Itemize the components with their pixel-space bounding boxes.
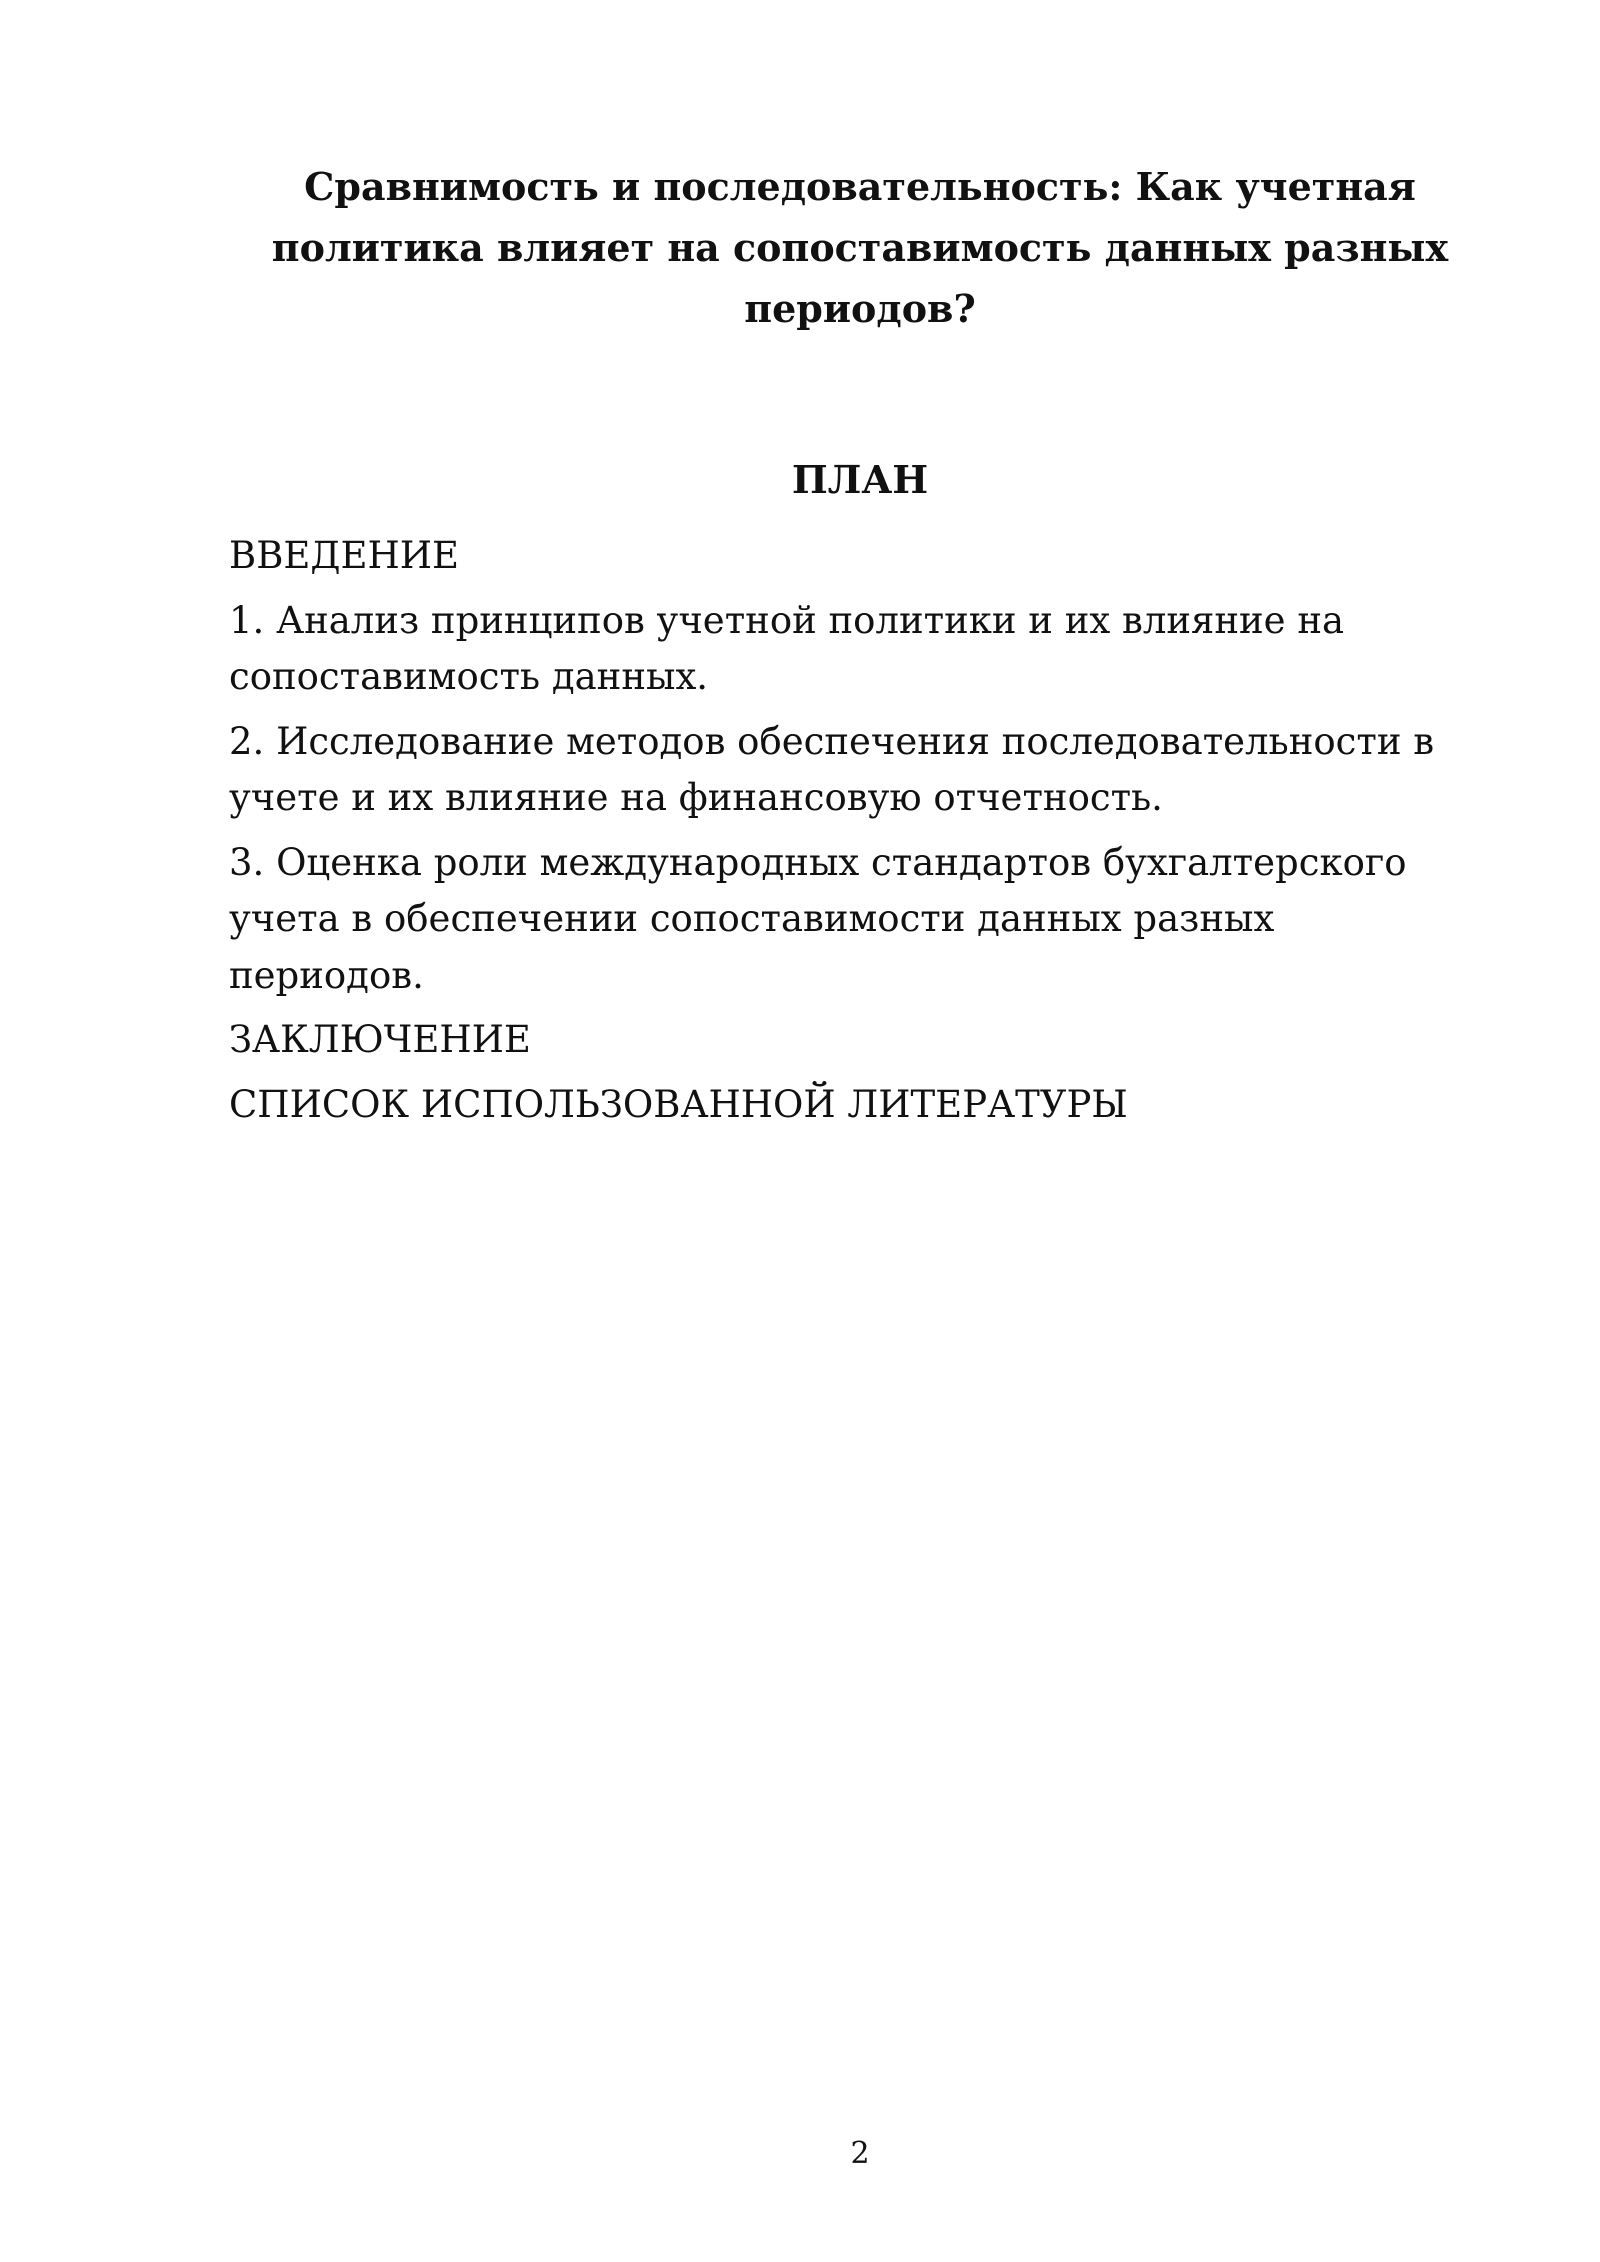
toc-item-introduction: ВВЕДЕНИЕ — [229, 534, 460, 577]
toc-item-section-3: 3. Оценка роли международных стандартов бухгалтерского учета в обеспечении сопоставимости данных разных периодов. — [229, 840, 1407, 997]
document-title: Сравнимость и последовательность: Как учетная политика влияет на сопоставимость данных разных периодов? — [271, 164, 1449, 331]
table-of-contents — [229, 528, 1469, 1141]
plan-heading: ПЛАН — [791, 457, 929, 502]
toc-item-references: СПИСОК ИСПОЛЬЗОВАННОЙ ЛИТЕРАТУРЫ — [229, 1082, 1128, 1126]
page-number: 2 — [850, 2136, 870, 2171]
toc-item-section-1: 1. Анализ принципов учетной политики и их влияние на сопоставимость данных. — [229, 598, 1345, 698]
toc-item-conclusion: ЗАКЛЮЧЕНИЕ — [229, 1018, 531, 1061]
toc-item-section-2: 2. Исследование методов обеспечения последовательности в учете и их влияние на финансовую отчетность. — [229, 719, 1435, 819]
